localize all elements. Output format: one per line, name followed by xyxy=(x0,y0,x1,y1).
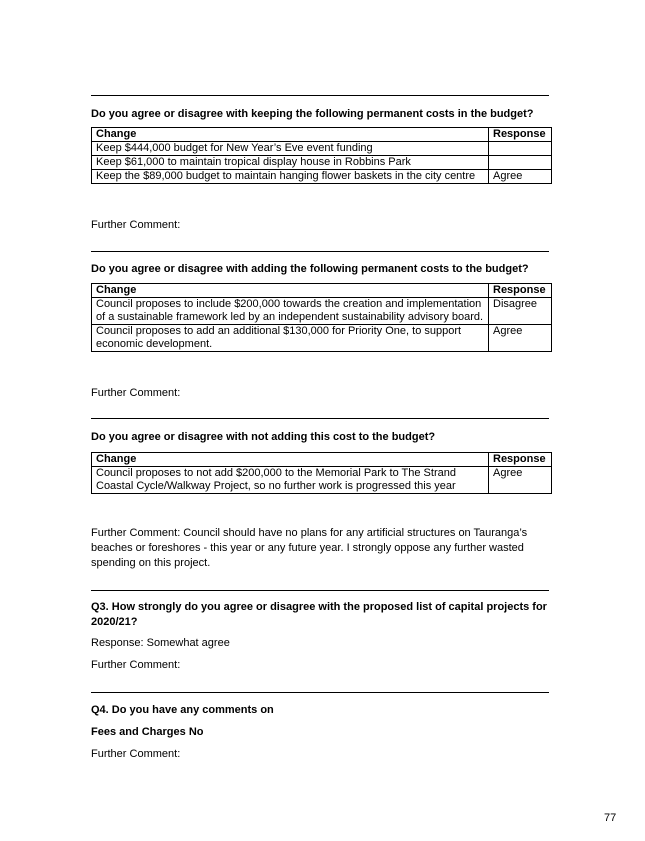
further-comment: Further Comment: xyxy=(91,748,181,760)
section-divider xyxy=(91,418,549,419)
question-keep-costs: Do you agree or disagree with keeping the following permanent costs in the budget? xyxy=(91,108,534,120)
add-costs-table xyxy=(91,283,552,352)
keep-costs-table xyxy=(91,127,552,184)
q3-response: Response: Somewhat agree xyxy=(91,637,230,649)
response-header: Response xyxy=(489,453,552,467)
not-add-cost-table xyxy=(91,452,552,494)
change-cell: Keep $61,000 to maintain tropical display house in Robbins Park xyxy=(92,156,489,170)
section-divider xyxy=(91,95,549,96)
change-cell: Keep $444,000 budget for New Year’s Eve event funding xyxy=(92,142,489,156)
change-cell: Council proposes to not add $200,000 to the Memorial Park to The Strand Coastal Cycle/Walkway Project, so no further work is progressed this year xyxy=(92,467,489,494)
response-cell: Disagree xyxy=(489,298,552,325)
change-header: Change xyxy=(92,453,489,467)
change-header: Change xyxy=(92,128,489,142)
section-divider xyxy=(91,251,549,252)
response-cell: Agree xyxy=(489,170,552,184)
table-row xyxy=(92,298,552,325)
response-header: Response xyxy=(489,128,552,142)
further-comment: Further Comment: Council should have no plans for any artificial structures on Tauranga’s beaches or foreshores - this year or any future year. I strongly oppose any further wasted spending on this project. xyxy=(91,527,528,569)
further-comment: Further Comment: xyxy=(91,659,181,671)
question-fees-charges: Q4. Do you have any comments on xyxy=(91,704,274,716)
further-comment: Further Comment: xyxy=(91,219,181,231)
table-header-row xyxy=(92,453,552,467)
table-row xyxy=(92,156,552,170)
response-header: Response xyxy=(489,284,552,298)
table-header-row xyxy=(92,128,552,142)
further-comment: Further Comment: xyxy=(91,387,181,399)
change-header: Change xyxy=(92,284,489,298)
table-header-row xyxy=(92,284,552,298)
table-row xyxy=(92,467,552,494)
question-add-costs: Do you agree or disagree with adding the following permanent costs to the budget? xyxy=(91,263,529,275)
section-divider xyxy=(91,590,549,591)
response-cell: Agree xyxy=(489,467,552,494)
fees-charges-answer: Fees and Charges No xyxy=(91,726,204,738)
response-cell: Agree xyxy=(489,325,552,352)
table-row xyxy=(92,325,552,352)
change-cell: Council proposes to add an additional $130,000 for Priority One, to support economic development. xyxy=(92,325,489,352)
table-row xyxy=(92,142,552,156)
section-divider xyxy=(91,692,549,693)
question-capital-projects: Q3. How strongly do you agree or disagree with the proposed list of capital projects for 2020/21? xyxy=(91,601,547,628)
question-not-add-cost: Do you agree or disagree with not adding this cost to the budget? xyxy=(91,431,436,443)
change-cell: Keep the $89,000 budget to maintain hanging flower baskets in the city centre xyxy=(92,170,489,184)
table-row xyxy=(92,170,552,184)
page-number: 77 xyxy=(604,812,617,824)
change-cell: Council proposes to include $200,000 towards the creation and implementation of a sustainable framework led by an independent sustainability advisory board. xyxy=(92,298,489,325)
response-cell xyxy=(489,142,552,156)
response-cell xyxy=(489,156,552,170)
